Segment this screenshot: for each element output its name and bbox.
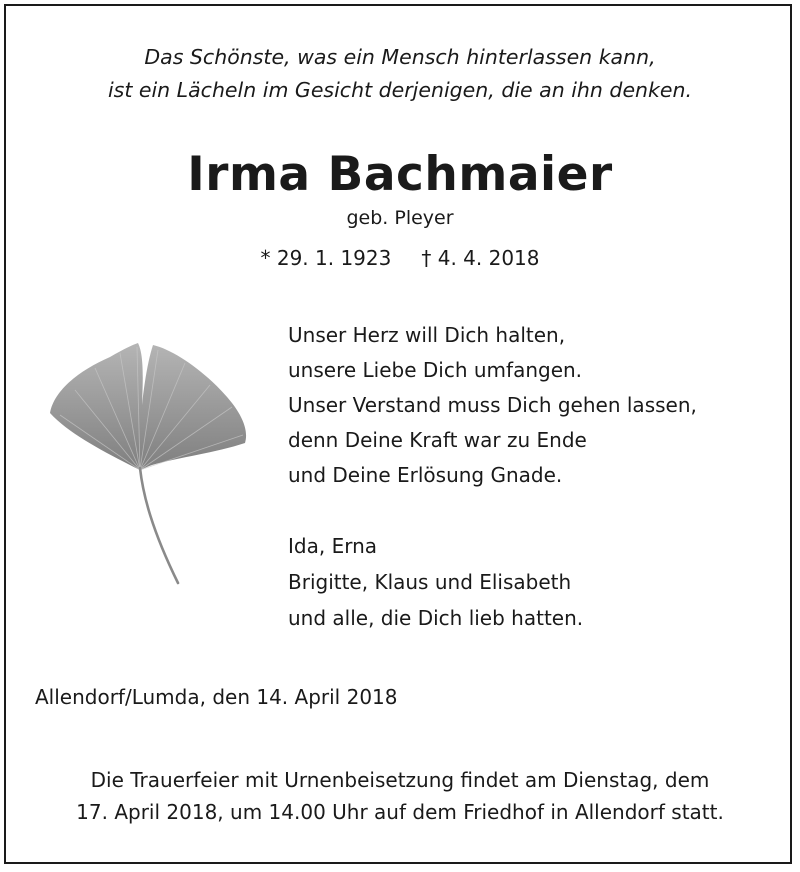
mourner-line: Ida, Erna — [288, 534, 378, 558]
ginkgo-leaf-icon — [40, 335, 255, 590]
birth-name: geb. Pleyer — [346, 207, 454, 229]
poem-line: unsere Liebe Dich umfangen. — [288, 358, 583, 382]
poem — [288, 318, 697, 493]
mourner-line: Brigitte, Klaus und Elisabeth — [288, 570, 572, 594]
poem-line: denn Deine Kraft war zu Ende — [288, 428, 587, 452]
death-date: † 4. 4. 2018 — [421, 246, 540, 270]
birth-date: * 29. 1. 1923 — [260, 246, 392, 270]
mourner-line: und alle, die Dich lieb hatten. — [288, 606, 584, 630]
quote-line-1: Das Schönste, was ein Mensch hinterlassen kann, — [144, 45, 656, 69]
deceased-name: Irma Bachmaier — [187, 147, 613, 202]
ceremony-line: Die Trauerfeier mit Urnenbeisetzung findet am Dienstag, dem — [90, 768, 710, 792]
place-date: Allendorf/Lumda, den 14. April 2018 — [35, 685, 398, 709]
quote-line-2: ist ein Lächeln im Gesicht derjenigen, die an ihn denken. — [107, 78, 693, 102]
poem-line: Unser Verstand muss Dich gehen lassen, — [288, 393, 697, 417]
poem-line: und Deine Erlösung Gnade. — [288, 463, 563, 487]
ceremony-line: 17. April 2018, um 14.00 Uhr auf dem Friedhof in Allendorf statt. — [76, 800, 724, 824]
life-dates — [0, 244, 800, 272]
mourners — [288, 528, 583, 636]
poem-line: Unser Herz will Dich halten, — [288, 323, 566, 347]
ceremony-notice — [0, 764, 800, 828]
